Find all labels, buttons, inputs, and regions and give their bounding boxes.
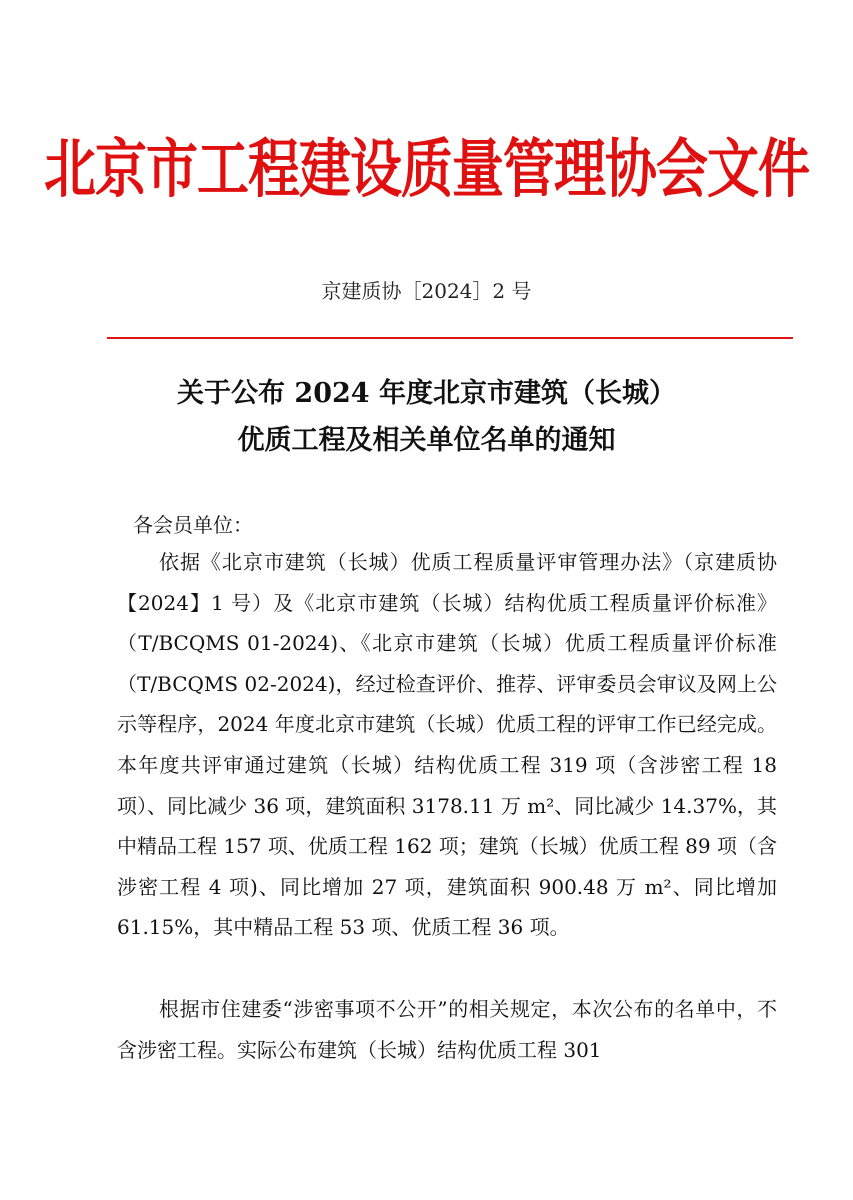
body-paragraph-2: 根据市住建委“涉密事项不公开”的相关规定，本次公布的名单中，不含涉密工程。实际公布建筑（长城）结构优质工程 301 xyxy=(117,997,777,1062)
document-number: 京建质协［2024］2 号 xyxy=(321,279,532,303)
red-divider-line xyxy=(107,337,793,339)
salutation: 各会员单位： xyxy=(133,513,253,537)
body-paragraph-1: 依据《北京市建筑（长城）优质工程质量评审管理办法》（京建质协【2024】1 号）及《北京市建筑（长城）结构优质工程质量评价标准》（T/BCQMS 01-2024)、《北京市建筑（长城）优质工程质量评价标准（T/BCQMS 02-2024)，经过检查评价、推荐、评审委员会审议及网上公示等程序，2024 年度北京市建筑（长城）优质工程的评审工作已经完成。本年度共评审通过建筑（长城）结构优质工程 319 项（含涉密工程 18 项）、同比减少 36 项，建筑面积 3178.11 万 m²、同比减少 14.37%，其中精品工程 157 项、优质工程 162 项；建筑（长城）优质工程 89 项（含涉密工程 4 项)、同比增加 27 项，建筑面积 900.48 万 m²、同比增加 61.15%，其中精品工程 53 项、优质工程 36 项。 xyxy=(117,550,777,940)
issuer-header: 北京市工程建设质量管理协会文件 xyxy=(43,133,809,208)
notice-title-line-2: 优质工程及相关单位名单的通知 xyxy=(237,425,616,456)
notice-title-line-1: 关于公布 2024 年度北京市建筑（长城） xyxy=(177,378,676,409)
